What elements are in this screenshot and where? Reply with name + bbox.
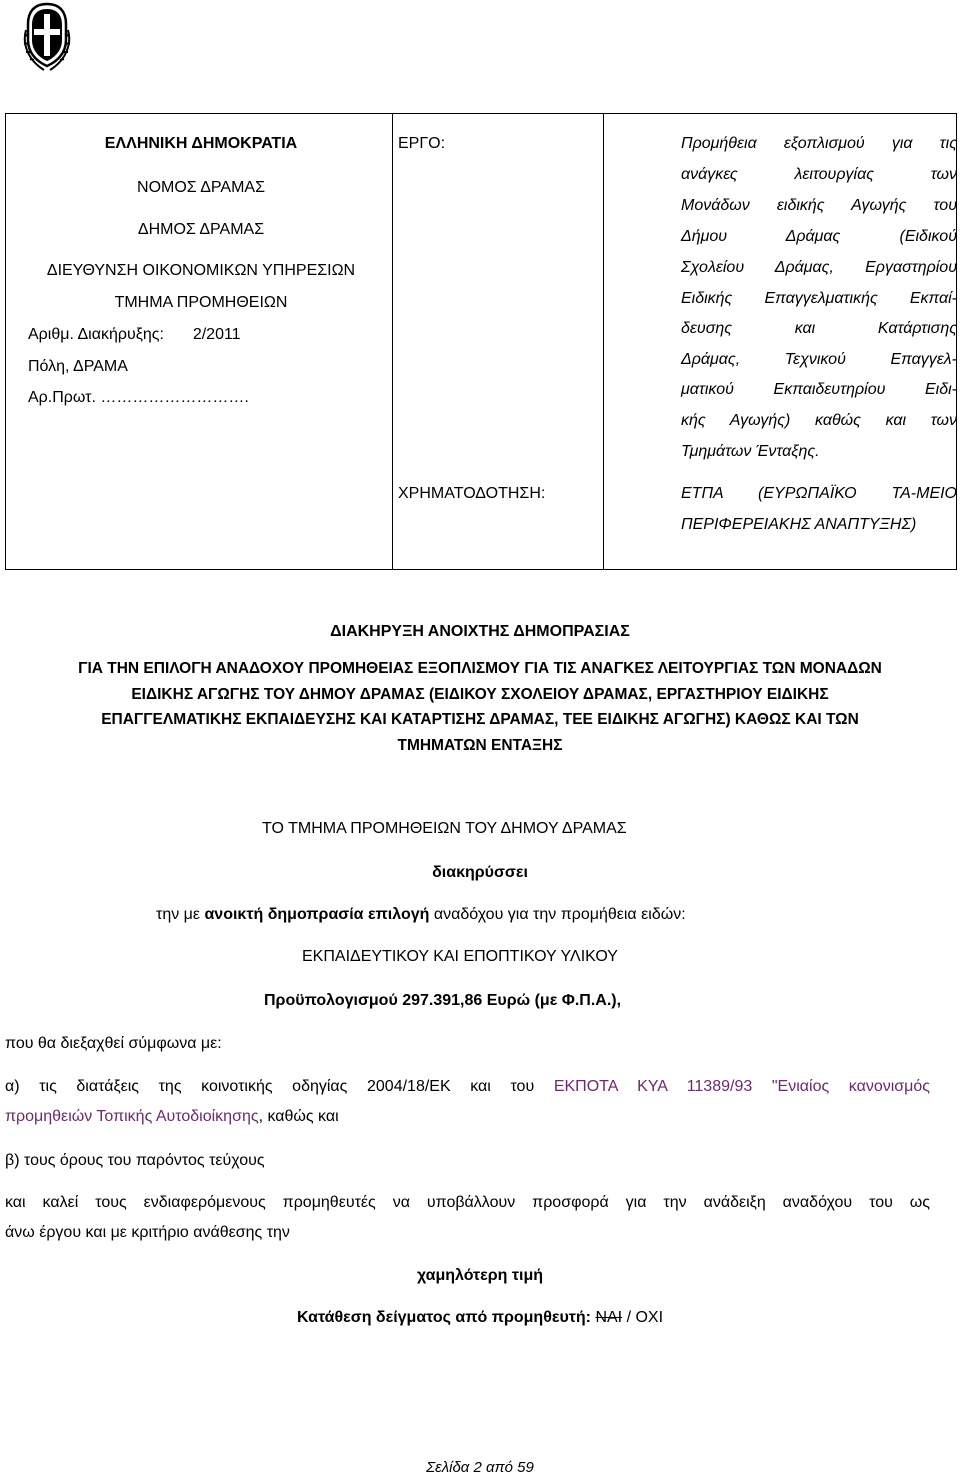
page-number: Σελίδα 2 από 59 [426, 1459, 534, 1476]
protocol-number: Αρ.Πρωτ. ………………………. [28, 389, 249, 406]
document-title: ΔΙΑΚΗΡΥΞΗ ΑΝΟΙΧΤΗΣ ΔΗΜΟΠΡΑΣΙΑΣ [330, 623, 630, 640]
project-line-11: Τμημάτων Ένταξης. [681, 443, 820, 460]
project-line-6: Ειδικής Επαγγελματικής Εκπαί- [681, 290, 957, 307]
project-line-5: Σχολείου Δράμας, Εργαστηρίου [681, 259, 957, 276]
clause-a-line-1 [5, 1078, 930, 1096]
funding-line-1: ΕΤΠΑ (ΕΥΡΩΠΑΪΚΟ ΤΑ-ΜΕΙΟ [681, 485, 957, 502]
tender-pre: την με [156, 906, 205, 923]
project-line-9: ματικού Εκπαιδευτηρίου Ειδι- [681, 381, 957, 398]
criterion-line: χαμηλότερη τιμή [416, 1267, 544, 1284]
announces-line: διακηρύσσει [432, 864, 528, 881]
project-line-1: Προμήθεια εξοπλισμού για τις [681, 135, 957, 152]
tender-type: ανοικτή δημοπρασία επιλογή [204, 906, 430, 923]
sample-label: Κατάθεση δείγματος από προμηθευτή: [296, 1309, 591, 1326]
clause-a-post: , καθώς και [258, 1108, 339, 1125]
header-divider-2 [603, 114, 604, 569]
invite-line-2: άνω έργου και με κριτήριο ανάθεσης την [5, 1224, 290, 1241]
greek-emblem-icon [22, 0, 72, 72]
clause-a-text: α) τις διατάξεις της κοινοτικής οδηγίας 2004/18/ΕΚ και του [5, 1078, 554, 1095]
sample-line [0, 1309, 960, 1327]
project-label: ΕΡΓΟ: [398, 135, 446, 152]
org-line-3: ΔΗΜΟΣ ΔΡΑΜΑΣ [137, 221, 265, 238]
funding-label: ΧΡΗΜΑΤΟΔΟΤΗΣΗ: [398, 485, 546, 502]
org-line-1: ΕΛΛΗΝΙΚΗ ΔΗΜΟΚΡΑΤΙΑ [104, 135, 298, 152]
declaration-value: 2/2011 [192, 326, 241, 343]
sample-yes: ΝΑΙ [595, 1309, 623, 1326]
city: Πόλη, ΔΡΑΜΑ [28, 358, 128, 375]
clause-a-link-2: προμηθειών Τοπικής Αυτοδιοίκησης [5, 1108, 259, 1125]
items-line: ΕΚΠΑΙΔΕΥΤΙΚΟΥ ΚΑΙ ΕΠΟΠΤΙΚΟΥ ΥΛΙΚΟΥ [302, 948, 618, 965]
clause-b-line: β) τους όρους του παρόντος τεύχους [5, 1152, 265, 1169]
project-line-8: Δράμας, Τεχνικού Επαγγελ- [681, 351, 957, 368]
department-line: ΤΟ ΤΜΗΜΑ ΠΡΟΜΗΘΕΙΩΝ ΤΟΥ ΔΗΜΟΥ ΔΡΑΜΑΣ [262, 820, 627, 837]
org-line-5: ΤΜΗΜΑ ΠΡΟΜΗΘΕΙΩΝ [114, 294, 288, 311]
tender-post: αναδόχου για την προμήθεια ειδών: [429, 906, 686, 923]
project-line-3: Μονάδων ειδικής Αγωγής του [681, 197, 957, 214]
subtitle-line-1: ΓΙΑ ΤΗΝ ΕΠΙΛΟΓΗ ΑΝΑΔΟΧΟΥ ΠΡΟΜΗΘΕΙΑΣ ΕΞΟΠΛΙΣΜΟΥ ΓΙΑ ΤΙΣ ΑΝΑΓΚΕΣ ΛΕΙΤΟΥΡΓΙΑΣ ΤΩΝ ΜΟΝΑΔΩΝ [78, 660, 882, 677]
subtitle-line-4: ΤΜΗΜΑΤΩΝ ΕΝΤΑΞΗΣ [397, 737, 563, 754]
funding-line-2: ΠΕΡΙΦΕΡΕΙΑΚΗΣ ΑΝΑΠΤΥΞΗΣ) [681, 516, 917, 533]
project-line-10: κής Αγωγής) καθώς και των [681, 412, 957, 429]
conducted-line: που θα διεξαχθεί σύμφωνα με: [5, 1035, 222, 1052]
declaration-label: Αριθμ. Διακήρυξης: [28, 326, 164, 343]
project-line-2: ανάγκες λειτουργίας των [681, 166, 957, 183]
tender-line [156, 906, 686, 924]
header-table [5, 113, 957, 570]
subtitle-line-2: ΕΙΔΙΚΗΣ ΑΓΩΓΗΣ ΤΟΥ ΔΗΜΟΥ ΔΡΑΜΑΣ (ΕΙΔΙΚΟΥ ΣΧΟΛΕΙΟΥ ΔΡΑΜΑΣ, ΕΡΓΑΣΤΗΡΙΟΥ ΕΙΔΙΚΗΣ [131, 686, 829, 703]
invite-line-1: και καλεί τους ενδιαφερόμενους προμηθευτές να υποβάλλουν προσφορά για την ανάδειξη αναδόχου του ως [5, 1194, 930, 1211]
budget-line: Προϋπολογισμού 297.391,86 Ευρώ (με Φ.Π.Α.), [264, 992, 622, 1009]
clause-a-line-2 [5, 1108, 930, 1126]
org-line-2: ΝΟΜΟΣ ΔΡΑΜΑΣ [137, 179, 265, 196]
org-line-4: ΔΙΕΥΘΥΝΣΗ ΟΙΚΟΝΟΜΙΚΩΝ ΥΠΗΡΕΣΙΩΝ [46, 262, 356, 279]
subtitle-line-3: ΕΠΑΓΓΕΛΜΑΤΙΚΗΣ ΕΚΠΑΙΔΕΥΣΗΣ ΚΑΙ ΚΑΤΑΡΤΙΣΗΣ ΔΡΑΜΑΣ, ΤΕΕ ΕΙΔΙΚΗΣ ΑΓΩΓΗΣ) ΚΑΘΩΣ ΚΑΙ ΤΩΝ [101, 711, 859, 728]
declaration-number [28, 326, 241, 344]
clause-a-link-1: ΕΚΠΟΤΑ ΚΥΑ 11389/93 "Ενιαίος κανονισμός [553, 1078, 930, 1095]
project-line-4: Δήμου Δράμας (Ειδικού [681, 228, 957, 245]
project-line-7: δευσης και Κατάρτισης [681, 320, 957, 337]
sample-separator: / [622, 1309, 636, 1326]
sample-no: ΟΧΙ [635, 1309, 664, 1326]
